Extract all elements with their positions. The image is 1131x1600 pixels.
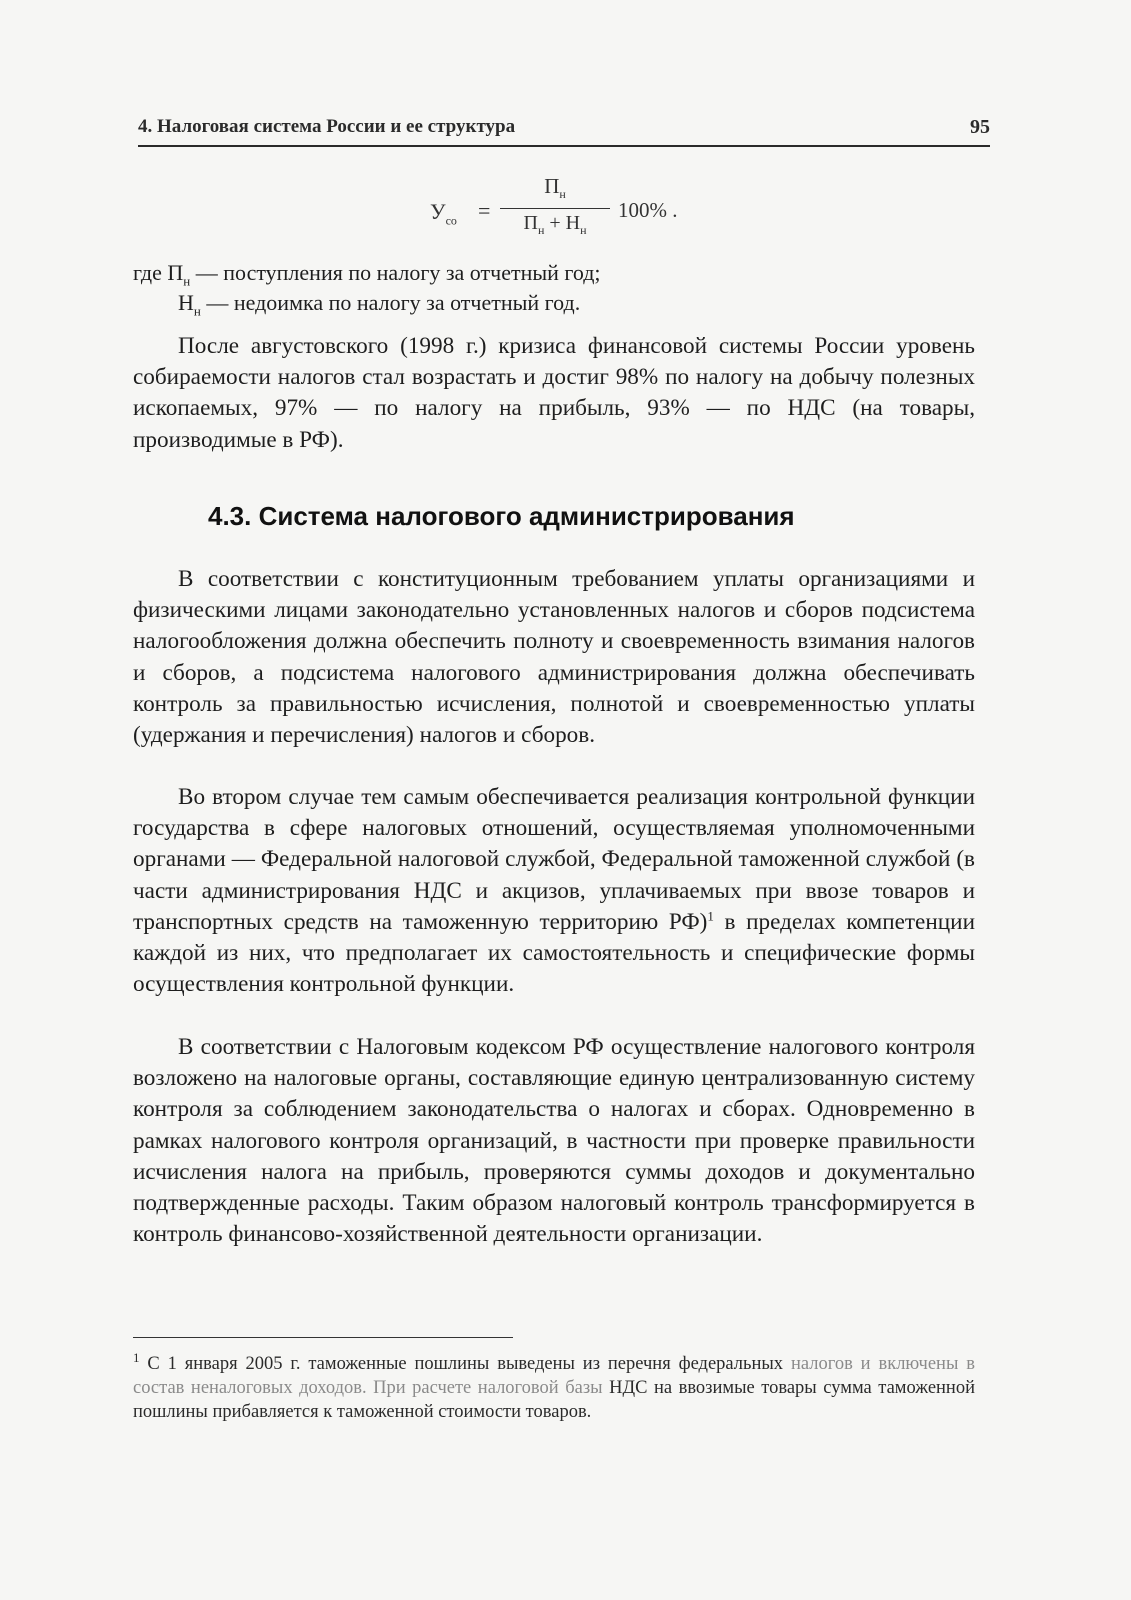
- paragraph-crisis: После августовского (1998 г.) кризиса финансовой системы России уровень собираемости налогов стал возрастать и достиг 98% по налогу на добычу полезных ископаемых, 97% — по налогу на прибыль, 93% — по НДС (на товары, производимые в РФ).: [133, 333, 975, 453]
- section-heading: 4.3. Система налогового администрирования: [208, 501, 795, 531]
- running-header: [138, 113, 990, 147]
- formula-lhs: $У_{со}$: [430, 199, 457, 228]
- paragraph-constitutional: В соответствии с конституционным требованием уплаты организациями и физическими лицами законодательно установленных налогов и сборов подсистема налогообложения должна обеспечить полноту и своевременность взимания налогов и сборов, а подсистема налогового администрирования должна обеспечивать контроль за правильностью исчисления, полнотой и своевременностью уплаты (удержания и перечисления) налогов и сборов.: [133, 566, 975, 749]
- legend-row-receipts: где $П_н$ — поступления по налогу за отчетный год;: [133, 260, 601, 289]
- formula-equals: =: [478, 198, 491, 223]
- paragraph-tax-code: В соответствии с Налоговым кодексом РФ осуществление налогового контроля возложено на налоговые органы, составляющие единую централизованную систему контроля за соблюдением законодательства о налогах и сборах. Одновременно в рамках налогового контроля организаций, в частности при проверке правильности исчисления налога на прибыль, проверяются суммы доходов и документально подтвержденные расходы. Таким образом налоговый контроль трансформируется в контроль финансово-хозяйственной деятельности организации.: [133, 1034, 975, 1248]
- collection-rate-formula: [430, 172, 730, 252]
- legend-row-arrears: $Н_н$ — недоимка по налогу за отчетный год.: [178, 290, 581, 319]
- page-number: 95: [970, 116, 990, 138]
- formula-denominator: $П_н + Н_н$: [523, 212, 587, 237]
- paragraph-control-function: Во втором случае тем самым обеспечивается реализация контрольной функции государства в сфере налоговых отношений, осуществляемая уполномоченными органами — Федеральной налоговой службой, Федеральной таможенной службой (в части администрирования НДС и акцизов, уплачиваемых при ввозе товаров и транспортных средств на таможенную территорию РФ)$^1$ в пределах компетенции каждой из них, что предполагает их самостоятельность и специфические формы осуществления контрольной функции.: [133, 784, 975, 998]
- formula-legend: [133, 258, 993, 318]
- footnote: $^1$ С 1 января 2005 г. таможенные пошлины выведены из перечня федеральных налогов и включены в состав неналоговых доходов. При расчете налоговой базы НДС на ввозимые товары сумма таможенной пошлины прибавляется к таможенной стоимости товаров.: [133, 1349, 976, 1422]
- footnote-divider: [133, 1337, 513, 1338]
- footnote-reference: 1: [707, 908, 714, 924]
- fraction-bar: [500, 208, 610, 209]
- running-title: 4. Налоговая система России и ее структура: [138, 116, 516, 137]
- formula-numerator: $П_н$: [544, 174, 566, 202]
- formula-multiplier: 100% .: [618, 198, 678, 222]
